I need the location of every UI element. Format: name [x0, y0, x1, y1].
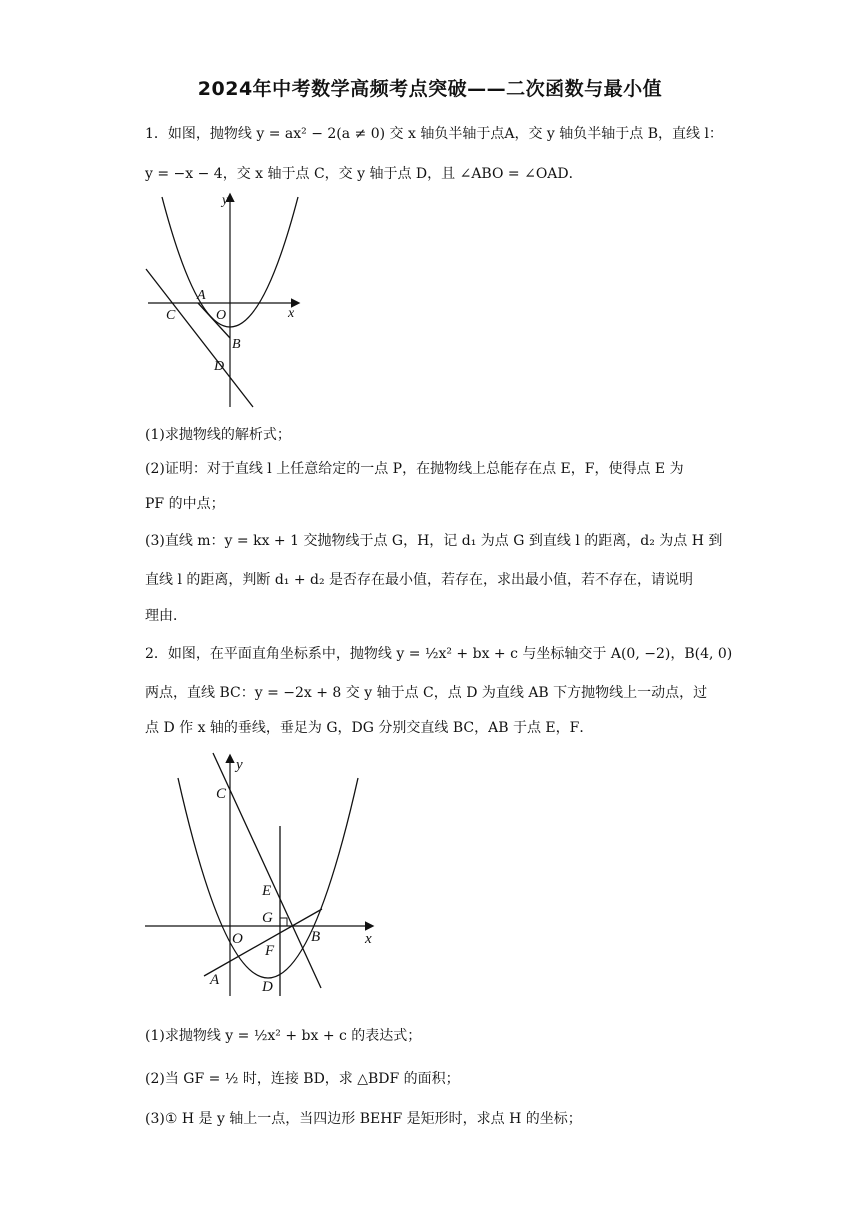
q2-text-line3: 点 D 作 x 轴的垂线，垂足为 G，DG 分别交直线 BC，AB 于点 E，F．: [145, 720, 594, 736]
q2-sub2: (2)当 GF = ½ 时，连接 BD，求 △BDF 的面积；: [145, 1071, 460, 1087]
q1-sub2-line2: PF 的中点；: [145, 496, 225, 512]
fig2-label-y: y: [236, 757, 243, 773]
fig1-label-a: A: [197, 288, 206, 303]
fig2-label-d: D: [262, 979, 273, 995]
right-angle-mark: [280, 918, 287, 926]
q1-sub3-line2: 直线 l 的距离，判断 d₁ + d₂ 是否存在最小值，若存在，求出最小值，若不存在，请说明: [145, 572, 694, 588]
q1-text-line2: y = −x − 4，交 x 轴于点 C，交 y 轴于点 D，且 ∠ABO = ∠OAD．: [145, 166, 583, 182]
q1-sub3-line3: 理由．: [145, 608, 187, 624]
fig1-label-d: D: [214, 359, 225, 374]
fig2-label-e: E: [262, 883, 272, 899]
fig2-label-f: F: [265, 943, 275, 959]
q2-text-line1: 2．如图，在平面直角坐标系中，抛物线 y = ½x² + bx + c 与坐标轴交于 A(0, −2)，B(4, 0): [145, 646, 733, 662]
page-title: 2024年中考数学高频考点突破——二次函数与最小值: [197, 78, 663, 100]
fig1-label-c: C: [166, 308, 176, 323]
fig1-label-x: x: [288, 306, 295, 321]
fig2-label-a: A: [210, 972, 220, 988]
fig2-label-o: O: [232, 931, 243, 947]
fig1-label-o: O: [216, 308, 227, 323]
fig1-label-y: y: [222, 193, 229, 208]
q1-sub3-line1: (3)直线 m：y = kx + 1 交抛物线于点 G，H，记 d₁ 为点 G 到直线 l 的距离，d₂ 为点 H 到: [145, 533, 723, 549]
q1-sub1: (1)求抛物线的解析式；: [145, 427, 291, 443]
fig2-label-x: x: [365, 931, 372, 947]
fig2-label-g: G: [262, 910, 273, 926]
fig1-label-b: B: [232, 337, 241, 352]
fig2-label-b: B: [311, 929, 321, 945]
q1-sub2-line1: (2)证明：对于直线 l 上任意给定的一点 P，在抛物线上总能存在点 E，F，使得点 E 为: [145, 461, 684, 477]
q2-sub3: (3)① H 是 y 轴上一点，当四边形 BEHF 是矩形时，求点 H 的坐标；: [145, 1111, 582, 1127]
fig2-label-c: C: [216, 786, 227, 802]
q1-text-line1: 1．如图，抛物线 y = ax² − 2(a ≠ 0) 交 x 轴负半轴于点A，交 y 轴负半轴于点 B，直线 l：: [145, 126, 723, 142]
q2-sub1: (1)求抛物线 y = ½x² + bx + c 的表达式；: [145, 1028, 422, 1044]
q1-figure: [140, 185, 310, 415]
q2-text-line2: 两点，直线 BC：y = −2x + 8 交 y 轴于点 C，点 D 为直线 AB 下方抛物线上一动点，过: [145, 685, 708, 701]
q2-figure: [140, 748, 390, 1003]
